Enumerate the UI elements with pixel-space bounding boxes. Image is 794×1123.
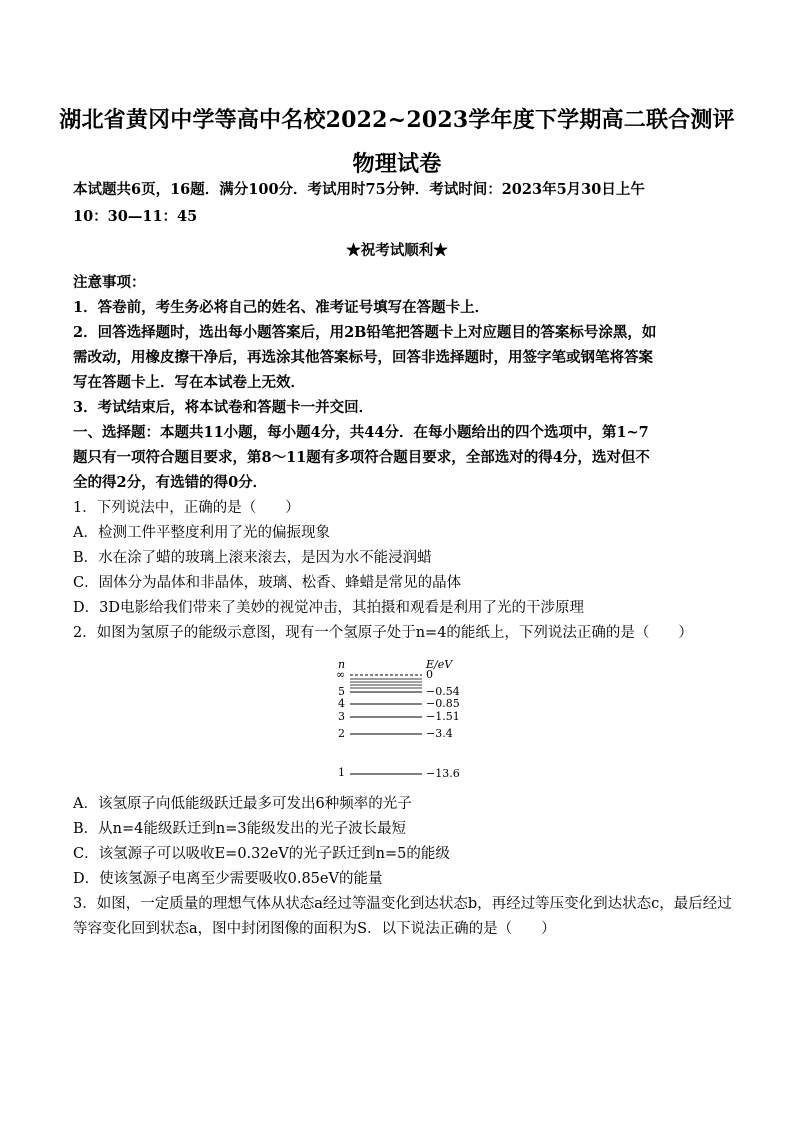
level-n-4: 4	[338, 697, 345, 710]
level-e-1: −13.6	[426, 767, 460, 780]
energy-level-diagram	[320, 657, 480, 783]
level-n-5: 5	[338, 685, 345, 698]
q2-option-b: B．从n=4能级跃迁到n=3能级发出的光子波长最短	[73, 821, 407, 837]
notes-heading: 注意事项：	[73, 274, 146, 291]
level-n-inf: ∞	[336, 668, 346, 681]
note-2-line-2: 需改动，用橡皮擦干净后，再选涂其他答案标号，回答非选择题时，用签字笔或钢笔将答案	[73, 349, 653, 366]
section1-line-3: 全的得2分，有选错的得0分．	[73, 474, 268, 491]
q2-option-a: A．该氢原子向低能级跃迁最多可发出6种频率的光子	[73, 796, 412, 812]
level-e-5: −0.54	[426, 685, 460, 698]
level-e-inf: 0	[426, 668, 433, 681]
level-e-2: −3.4	[426, 727, 453, 740]
q1-option-b: B．水在涂了蜡的玻璃上滚来滚去，是因为水不能浸润蜡	[73, 550, 432, 566]
level-n-3: 3	[338, 710, 345, 723]
intro-line-1: 本试题共6页，16题．满分100分．考试用时75分钟．考试时间：2023年5月30日上午	[73, 181, 645, 198]
q3-line-2: 等容变化回到状态a，图中封闭图像的面积为S．以下说法正确的是（ ）	[73, 921, 556, 937]
q1-option-c: C．固体分为晶体和非晶体，玻璃、松香、蜂蜡是常见的晶体	[73, 575, 462, 591]
level-n-1: 1	[338, 766, 345, 779]
q1-option-d: D．3D电影给我们带来了美妙的视觉冲击，其拍摄和观看是利用了光的干涉原理	[73, 600, 584, 616]
q2-option-c: C．该氢源子可以吸收E=0.32eV的光子跃迁到n=5的能级	[73, 846, 450, 862]
intro-line-2: 10：30—11：45	[73, 208, 198, 225]
section1-line-1: 一、选择题：本题共11小题，每小题4分，共44分．在每小题给出的四个选项中，第1~7	[73, 424, 649, 441]
q1-stem: 1．下列说法中，正确的是（ ）	[73, 500, 300, 516]
note-2-line-1: 2．回答选择题时，选出每小题答案后，用2B铅笔把答题卡上对应题目的答案标号涂黑，如	[73, 324, 657, 341]
q2-option-d: D．使该氢源子电离至少需要吸收0.85eV的能量	[73, 871, 383, 887]
section1-line-2: 题只有一项符合题目要求，第8～11题有多项符合题目要求，全部选对的得4分，选对但不	[73, 449, 650, 466]
q2-stem: 2．如图为氢原子的能级示意图，现有一个氢原子处于n=4的能纸上，下列说法正确的是（ ）	[73, 625, 693, 641]
level-e-4: −0.85	[426, 697, 460, 710]
level-e-3: −1.51	[426, 710, 460, 723]
diagram-n-label: n	[338, 658, 346, 671]
q3-line-1: 3．如图，一定质量的理想气体从状态a经过等温变化到达状态b，再经过等压变化到达状态c，最后经过	[73, 896, 732, 912]
wish-line: ★祝考试顺利★	[346, 242, 448, 259]
diagram-e-label: E/eV	[426, 658, 453, 671]
note-1: 1．答卷前，考生务必将自己的姓名、准考证号填写在答题卡上．	[73, 299, 490, 316]
note-2-line-3: 写在答题卡上．写在本试卷上无效．	[73, 374, 305, 391]
level-n-2: 2	[338, 727, 345, 740]
exam-title: 湖北省黄冈中学等高中名校2022~2023学年度下学期高二联合测评	[59, 107, 735, 133]
note-3: 3．考试结束后，将本试卷和答题卡一并交回．	[73, 399, 374, 416]
exam-subtitle: 物理试卷	[352, 151, 442, 177]
q1-option-a: A．检测工件平整度利用了光的偏振现象	[73, 525, 330, 541]
